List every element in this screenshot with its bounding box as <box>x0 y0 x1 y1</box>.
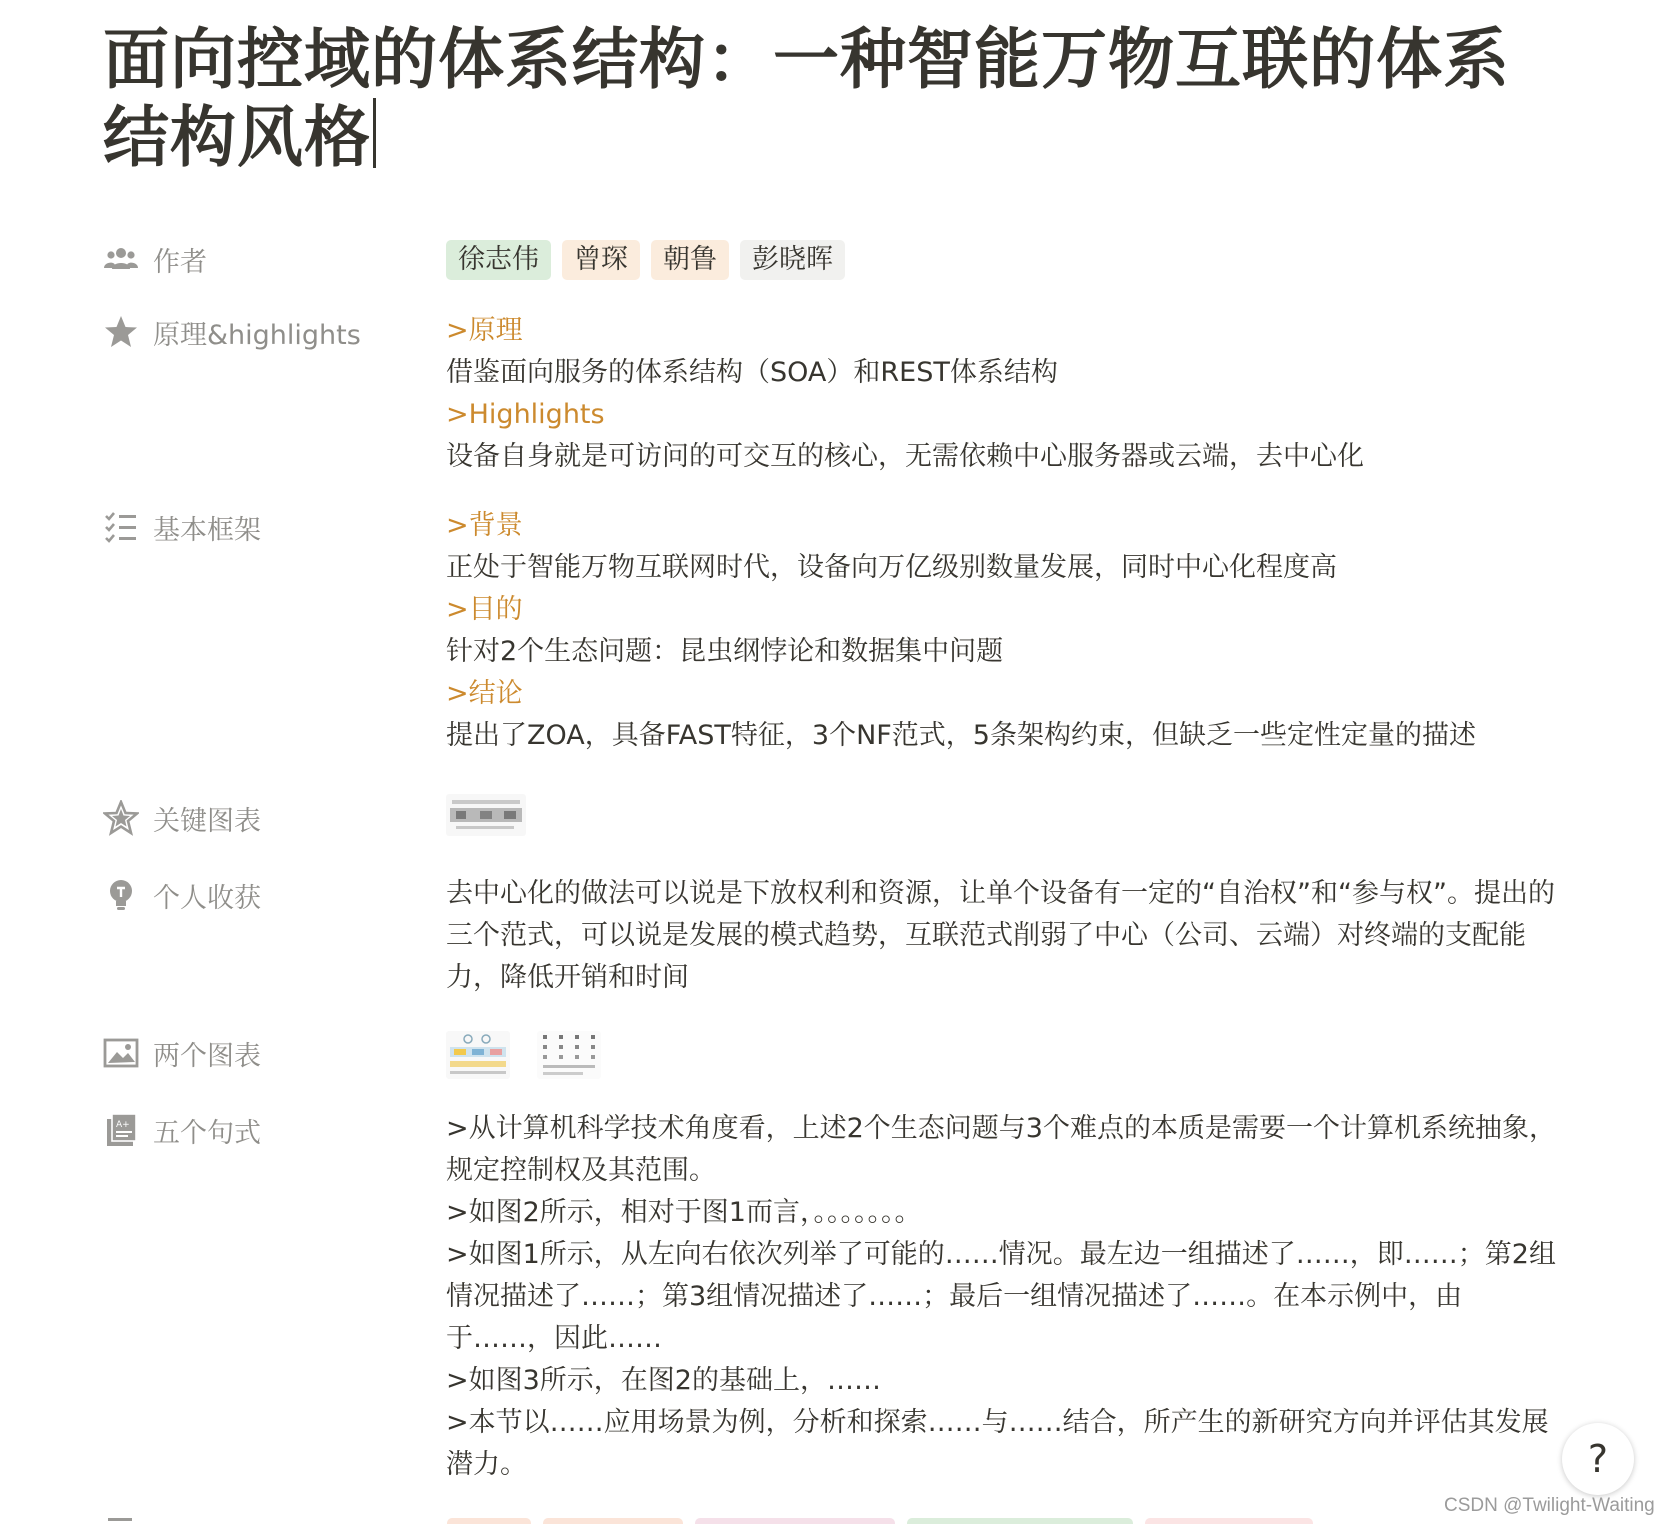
key-figure-thumbnail[interactable] <box>446 794 526 836</box>
property-label-principle[interactable] <box>103 310 361 354</box>
five-sentences-content[interactable] <box>446 1108 1556 1486</box>
cut-off-tag <box>543 1518 683 1524</box>
conclusion-heading: >结论 <box>446 678 523 709</box>
cut-off-tag <box>447 1518 531 1524</box>
property-label-key-figures[interactable] <box>103 796 261 840</box>
author-tag[interactable]: 曾琛 <box>562 240 640 280</box>
page-title-text: 面向控域的体系结构：一种智能万物互联的体系结构风格 <box>103 21 1510 176</box>
cut-off-tag <box>1145 1518 1313 1524</box>
property-label-text: 原理&highlights <box>153 319 361 351</box>
cut-off-tags <box>447 1518 1325 1524</box>
help-button-label: ? <box>1587 1437 1609 1481</box>
property-label-text: 关键图表 <box>153 805 261 837</box>
checklist-icon <box>103 509 139 545</box>
author-tag[interactable]: 朝鲁 <box>651 240 729 280</box>
svg-text:A+: A+ <box>116 1120 130 1130</box>
property-two-figures <box>103 1031 1563 1091</box>
figure-thumbnail-2[interactable] <box>537 1031 601 1079</box>
star-icon <box>103 314 139 350</box>
property-label-two-figures[interactable] <box>103 1031 261 1075</box>
author-tag[interactable]: 徐志伟 <box>446 240 551 280</box>
sentence-1: >从计算机科学技术角度看，上述2个生态问题与3个难点的本质是需要一个计算机系统抽象，规定控制权及其范围。 <box>446 1113 1556 1186</box>
conclusion-text: 提出了ZOA，具备FAST特征，3个NF范式，5条架构约束，但缺乏一些定性定量的描述 <box>446 720 1476 751</box>
help-button[interactable] <box>1562 1423 1634 1495</box>
takeaway-text[interactable]: 去中心化的做法可以说是下放权利和资源，让单个设备有一定的“自治权”和“参与权”。提出的三个范式，可以说是发展的模式趋势，互联范式削弱了中心（公司、云端）对终端的支配能力，降低开销和时间 <box>446 878 1555 993</box>
two-figures-gallery[interactable] <box>446 1031 1556 1079</box>
page-title[interactable] <box>103 22 1543 176</box>
people-icon <box>103 241 139 277</box>
framework-content[interactable] <box>446 505 1556 757</box>
principle-text: 借鉴面向服务的体系结构（SOA）和REST体系结构 <box>446 357 1058 388</box>
principle-heading: >原理 <box>446 315 523 346</box>
text-caret <box>373 98 376 168</box>
property-label-text: 作者 <box>153 246 207 278</box>
property-takeaway <box>103 873 1563 1003</box>
property-authors <box>103 237 1563 283</box>
property-label-authors[interactable] <box>103 237 207 281</box>
property-label-text: 五个句式 <box>153 1117 261 1149</box>
purpose-heading: >目的 <box>446 594 523 625</box>
sentence-4: >如图3所示，在图2的基础上，…… <box>446 1365 881 1396</box>
property-key-figures <box>103 796 1563 846</box>
highlights-heading: >Highlights <box>446 399 605 430</box>
cut-off-icon <box>108 1516 136 1524</box>
property-label-framework[interactable] <box>103 505 261 549</box>
property-five-sentences <box>103 1108 1563 1488</box>
property-principle <box>103 310 1563 480</box>
property-framework <box>103 505 1563 761</box>
sparkle-star-icon <box>103 800 139 836</box>
background-text: 正处于智能万物互联网时代，设备向万亿级别数量发展，同时中心化程度高 <box>446 552 1337 583</box>
principle-content[interactable] <box>446 310 1556 478</box>
property-label-text: 个人收获 <box>153 882 261 914</box>
property-label-text: 基本框架 <box>153 514 261 546</box>
key-figures-gallery[interactable] <box>446 794 1556 836</box>
cut-off-tag <box>695 1518 895 1524</box>
figure-thumbnail-1[interactable] <box>446 1031 510 1079</box>
author-tag[interactable]: 彭晓晖 <box>740 240 845 280</box>
cut-off-tag <box>907 1518 1133 1524</box>
csdn-watermark: CSDN @Twilight-Waiting <box>1444 1495 1655 1516</box>
text-doc-icon <box>103 1112 139 1148</box>
purpose-text: 针对2个生态问题：昆虫纲悖论和数据集中问题 <box>446 636 1004 667</box>
sentence-5: >本节以……应用场景为例，分析和探索……与……结合，所产生的新研究方向并评估其发展潜力。 <box>446 1407 1549 1480</box>
sentence-3: >如图1所示，从左向右依次列举了可能的……情况。最左边一组描述了……，即……；第2组情况描述了……；第3组情况描述了……；最后一组情况描述了……。在本示例中，由于……，因此…… <box>446 1239 1556 1354</box>
property-label-five-sentences[interactable] <box>103 1108 261 1152</box>
property-label-takeaway[interactable] <box>103 873 261 917</box>
sentence-2: >如图2所示，相对于图1而言，。。。。。。。 <box>446 1197 922 1228</box>
author-tags[interactable] <box>446 239 1556 281</box>
image-icon <box>103 1035 139 1071</box>
property-label-text: 两个图表 <box>153 1040 261 1072</box>
lightbulb-icon <box>103 877 139 913</box>
highlights-text: 设备自身就是可访问的可交互的核心，无需依赖中心服务器或云端，去中心化 <box>446 441 1364 472</box>
background-heading: >背景 <box>446 510 523 541</box>
